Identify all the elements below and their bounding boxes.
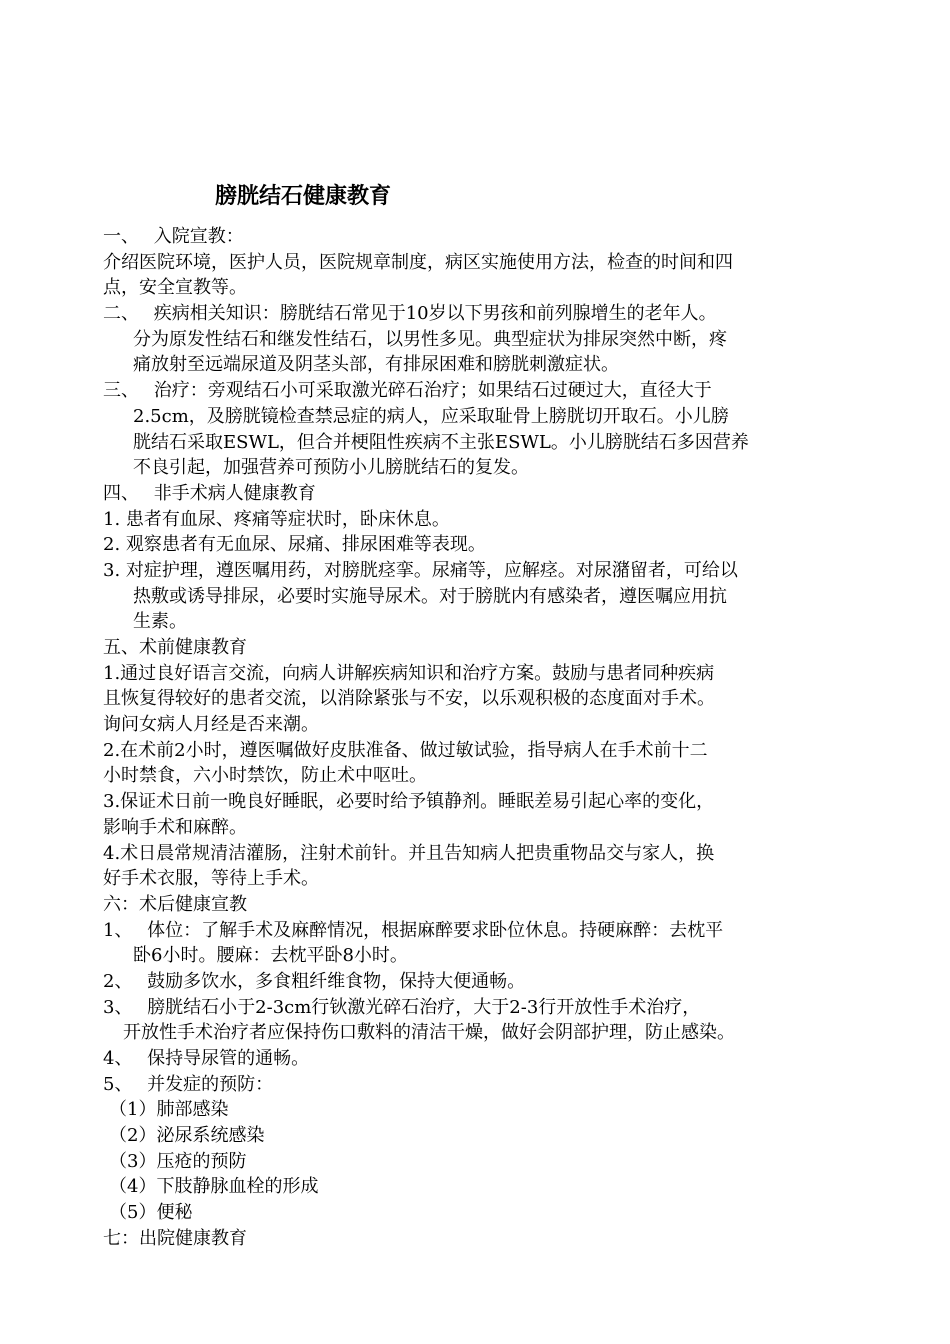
text-line: 询问女病人月经是否来潮。 [103,714,319,736]
text-line: 2、 鼓励多饮水，多食粗纤维食物，保持大便通畅。 [103,970,526,992]
text-line: 3、 膀胱结石小于2-3cm行钬激光碎石治疗，大于2-3行开放性手术治疗， [103,996,701,1018]
text-line: 1、 体位：了解手术及麻醉情况，根据麻醉要求卧位休息。持硬麻醉：去枕平 [103,919,724,941]
text-line: 且恢复得较好的患者交流，以消除紧张与不安，以乐观积极的态度面对手术。 [103,688,715,710]
text-line: （1）肺部感染 [109,1099,229,1121]
text-line: （4）下肢静脉血栓的形成 [109,1176,319,1198]
text-line: 开放性手术治疗者应保持伤口敷料的清洁干燥，做好会阴部护理，防止感染。 [123,1022,735,1044]
document-body [103,224,863,1252]
text-line: 小时禁食，六小时禁饮，防止术中呕吐。 [103,765,427,787]
text-line: 生素。 [133,611,187,633]
text-line: 3. 对症护理，遵医嘱用药，对膀胱痉挛。尿痛等，应解痉。对尿潴留者，可给以 [103,559,738,581]
text-line: 七：出院健康教育 [103,1227,247,1249]
text-line: 卧6小时。腰麻：去枕平卧8小时。 [133,945,408,967]
text-line: 四、 非手术病人健康教育 [103,482,316,504]
text-line: 2.5cm，及膀胱镜检查禁忌症的病人，应采取耻骨上膀胱切开取石。小儿膀 [133,405,729,427]
text-line: 痛放射至远端尿道及阴茎头部，有排尿困难和膀胱刺激症状。 [133,354,619,376]
text-line: 三、 治疗：旁观结石小可采取激光碎石治疗；如果结石过硬过大，直径大于 [103,380,712,402]
text-line: 4.术日晨常规清洁灌肠，注射术前针。并且告知病人把贵重物品交与家人，换 [103,842,715,864]
text-line: （3）压疮的预防 [109,1150,247,1172]
text-line: （5）便秘 [109,1202,193,1224]
text-line: 二、 疾病相关知识：膀胱结石常见于10岁以下男孩和前列腺增生的老年人。 [103,303,717,325]
text-line: 1. 患者有血尿、疼痛等症状时，卧床休息。 [103,508,450,530]
text-line: 好手术衣服，等待上手术。 [103,868,319,890]
text-line: 4、 保持导尿管的通畅。 [103,1048,310,1069]
document-title: 膀胱结石健康教育 [215,184,392,209]
text-line: 1.通过良好语言交流，向病人讲解疾病知识和治疗方案。鼓励与患者同种疾病 [103,662,715,684]
text-line: 5、 并发症的预防： [103,1073,274,1095]
text-line: （2）泌尿系统感染 [109,1125,265,1147]
text-line: 五、术前健康教育 [103,637,247,658]
text-line: 点，安全宣教等。 [103,277,247,299]
text-line: 六：术后健康宣教 [103,893,247,915]
text-line: 热敷或诱导排尿，必要时实施导尿术。对于膀胱内有感染者，遵医嘱应用抗 [133,585,727,607]
text-line: 不良引起，加强营养可预防小儿膀胱结石的复发。 [133,457,529,479]
text-line: 2.在术前2小时，遵医嘱做好皮肤准备、做过敏试验，指导病人在手术前十二 [103,739,708,761]
text-line: 胱结石采取ESWL，但合并梗阻性疾病不主张ESWL。小儿膀胱结石多因营养 [133,431,749,453]
text-line: 一、 入院宣教： [103,226,244,247]
text-line: 影响手术和麻醉。 [103,816,247,838]
text-line: 2. 观察患者有无血尿、尿痛、排尿困难等表现。 [103,534,486,556]
text-line: 3.保证术日前一晚良好睡眠，必要时给予镇静剂。睡眠差易引起心率的变化， [103,791,715,813]
text-line: 介绍医院环境，医护人员，医院规章制度，病区实施使用方法，检查的时间和四 [103,251,733,273]
text-line: 分为原发性结石和继发性结石，以男性多见。典型症状为排尿突然中断，疼 [133,328,727,350]
